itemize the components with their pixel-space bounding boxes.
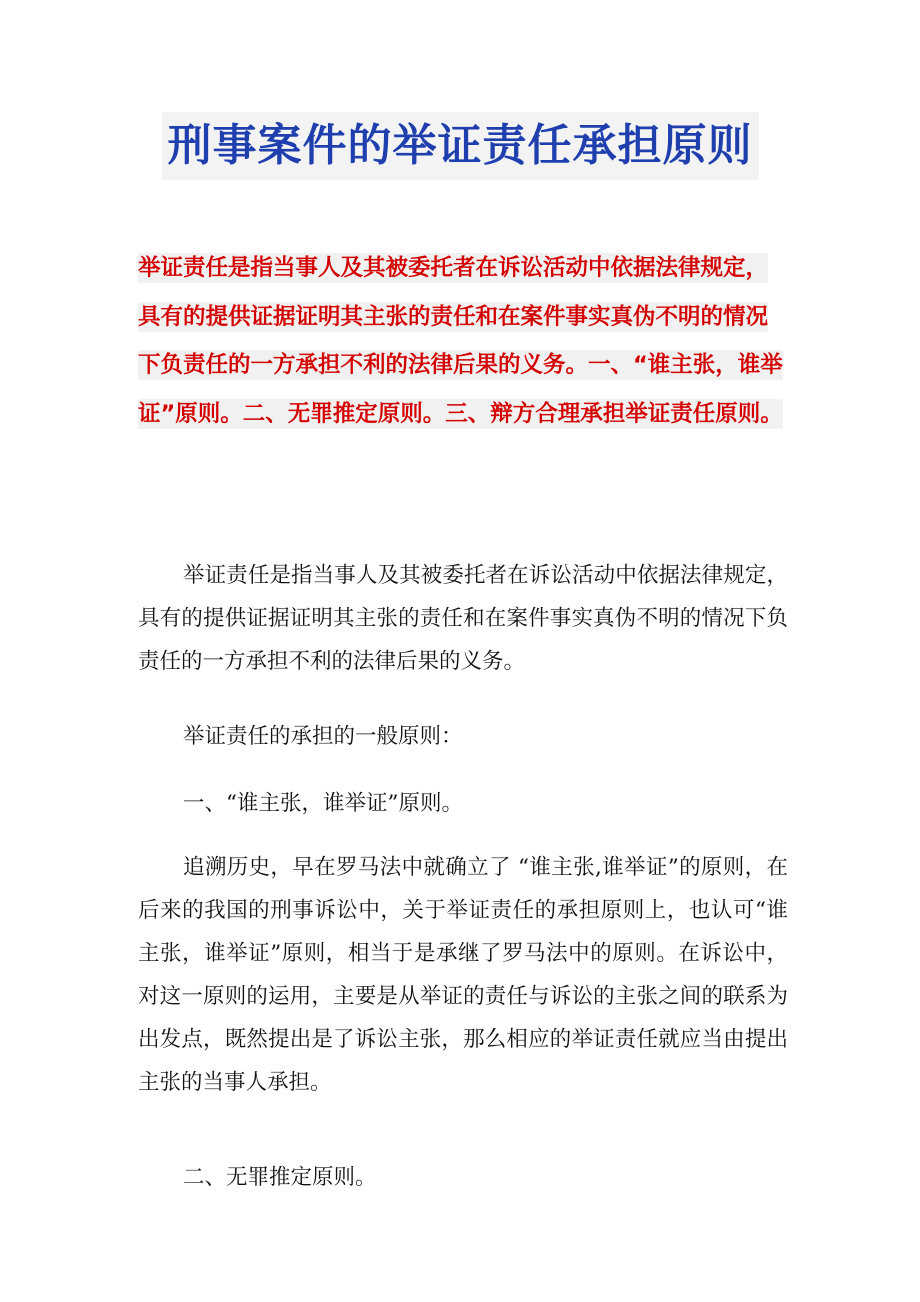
body-paragraph-3: 一、“谁主张，谁举证”原则。 bbox=[183, 791, 463, 816]
body-paragraph-1: 举证责任是指当事人及其被委托者在诉讼活动中依据法律规定，具有的提供证据证明其主张的责任和在案件事实真伪不明的情况下负责任的一方承担不利的法律后果的义务。 bbox=[138, 563, 788, 674]
document-title bbox=[0, 112, 920, 180]
summary-text: 举证责任是指当事人及其被委托者在诉讼活动中依据法律规定，具有的提供证据证明其主张的责任和在案件事实真伪不明的情况下负责任的一方承担不利的法律后果的义务。一、“谁主张，谁举证”原则。二、无罪推定原则。三、辩方合理承担举证责任原则。 bbox=[138, 255, 783, 427]
body-paragraph-5: 二、无罪推定原则。 bbox=[183, 1165, 377, 1190]
document-title-text: 刑事案件的举证责任承担原则 bbox=[162, 112, 759, 180]
summary-paragraph bbox=[138, 244, 788, 438]
body-paragraph-4: 追溯历史，早在罗马法中就确立了 “谁主张,谁举证”的原则，在后来的我国的刑事诉讼中，关于举证责任的承担原则上，也认可“谁主张，谁举证”原则，相当于是承继了罗马法中的原则。在诉讼中，对这一原则的运用，主要是从举证的责任与诉讼的主张之间的联系为出发点，既然提出是了诉讼主张，那么相应的举证责任就应当由提出主张的当事人承担。 bbox=[138, 855, 788, 1095]
body-paragraph-2: 举证责任的承担的一般原则： bbox=[183, 724, 463, 749]
